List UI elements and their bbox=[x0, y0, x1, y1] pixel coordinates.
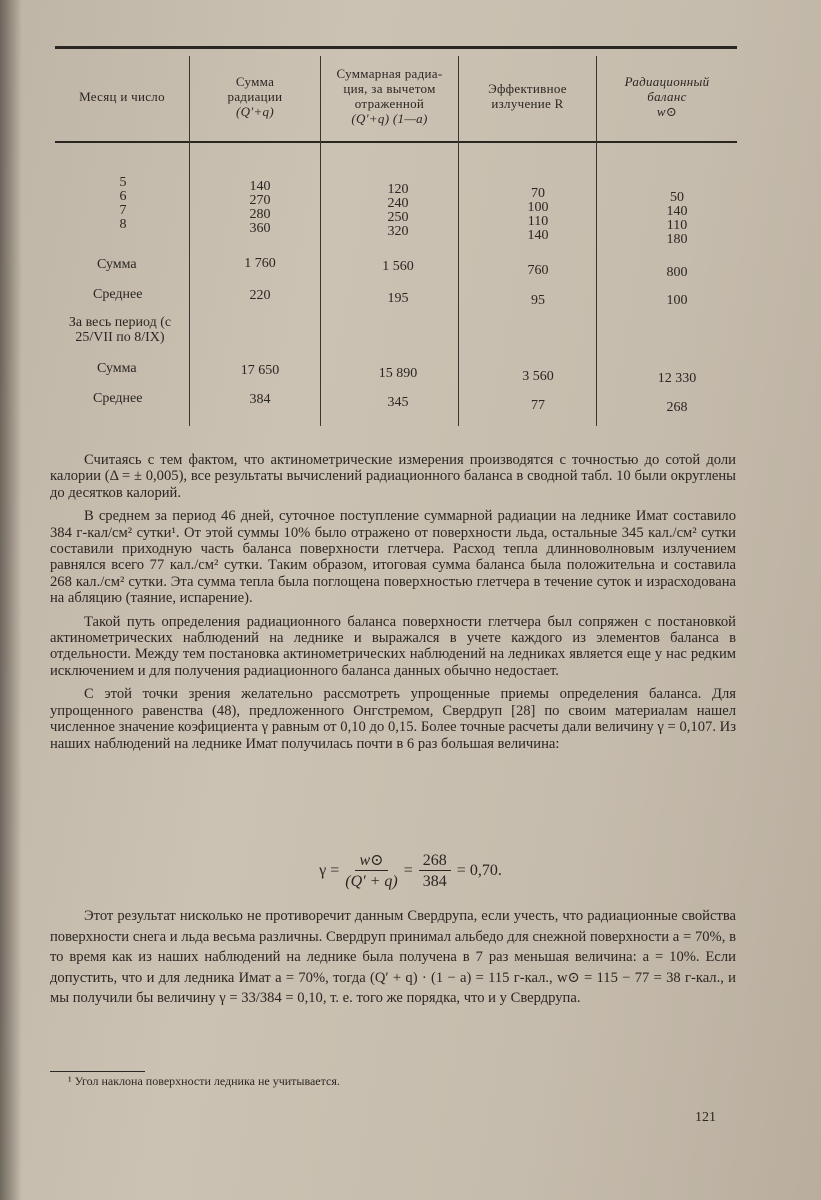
gamma-formula bbox=[0, 852, 821, 890]
radiation-balance-table bbox=[55, 46, 737, 426]
header-month: Месяц и число bbox=[79, 88, 165, 104]
formula-fraction: $\frac{w⊙}{(Q' + q)}$ bbox=[345, 852, 398, 890]
effective-radiation-days: 70 100 110 140 bbox=[527, 186, 549, 243]
average-label: Среднее bbox=[93, 287, 143, 302]
day-list: 5 6 7 8 bbox=[119, 175, 127, 232]
page-edge-shadow bbox=[0, 0, 22, 1200]
paragraph: С этой точки зрения желательно рассмотреть упрощенные приемы определения баланса. Для упрощенного равенства (48), предложенного Онгстремом, Свердруп [28] по своим материалам нашел численное значение коэфициента γ равным от 0,10 до 0,15. Более точные расчеты дали величину γ = 0,107. Из наших наблюдений на леднике Имат получилась почти в 6 раз большая величина: bbox=[50, 686, 736, 752]
period-sum-cell: 3 560 bbox=[522, 369, 554, 384]
period-average-cell: 77 bbox=[531, 398, 545, 413]
sum-label: Сумма bbox=[97, 257, 137, 272]
sum-cell: 1 760 bbox=[244, 256, 276, 271]
footnote-rule bbox=[50, 1071, 145, 1072]
paragraph: В среднем за период 46 дней, суточное поступление суммарной радиации на леднике Имат составило 384 г-кал/см² сутки¹. От этой суммы 10% было отражено от поверхности льда, остальные 345 кал./см² сутки составили приходную часть баланса поверхности глетчера. Расход тепла длинноволновым излучением равнялся всего 77 кал./см² сутки. Таким образом, итоговая сумма баланса была положительна и составила 268 кал./см² сутки. Эта сумма тепла была поглощена поверхностью глетчера в течение суток и израсходована на абляцию (таяние, испарение). bbox=[50, 508, 736, 607]
period-average-cell: 268 bbox=[666, 400, 688, 415]
average-cell: 95 bbox=[531, 293, 545, 308]
paragraph: Такой путь определения радиационного баланса поверхности глетчера был сопряжен с постановкой актинометрических наблюдений на леднике и выражался в учете каждого из элементов баланса в отдельности. Между тем постановка актинометрических наблюдений на ледниках является еще у нас редким исключением и для получения радиационного баланса данных обычно недостает. bbox=[50, 613, 736, 679]
formula-gamma: γ = bbox=[319, 862, 340, 879]
footnote: ¹ Угол наклона поверхности ледника не учитывается. bbox=[68, 1074, 340, 1088]
formula-fraction: $\frac{268}{384}$ bbox=[419, 852, 451, 890]
whole-period-label: За весь период (с 25/VII по 8/IX) bbox=[68, 315, 172, 345]
header-net-radiation: Суммарная радиа- ция, за вычетом отраженной (Q′+q) (1—a) bbox=[336, 66, 443, 126]
sum-cell: 1 560 bbox=[382, 259, 414, 274]
formula-equals: = bbox=[403, 862, 413, 879]
period-sum-cell: 15 890 bbox=[378, 366, 418, 381]
period-average-cell: 345 bbox=[387, 395, 409, 410]
formula-result: = 0,70. bbox=[456, 862, 502, 879]
net-radiation-days: 120 240 250 320 bbox=[387, 182, 409, 239]
paragraph: Считаясь с тем фактом, что актинометрические измерения производятся с точностью до сотой доли калории (Δ = ± 0,005), все результаты вычислений радиационного баланса в сводной табл. 10 были округлены до десятков калорий. bbox=[50, 452, 736, 501]
page-number: 121 bbox=[695, 1110, 716, 1125]
body-text-lower bbox=[50, 906, 736, 1016]
paragraph: Этот результат нисколько не противоречит данным Свердрупа, если учесть, что радиационные свойства поверхности снега и льда весьма различны. Свердруп принимал альбедо для снежной поверхности a = 70%, в то время как из наших наблюдений на леднике была получена в 7 раз меньшая величина: a = 10%. Если допустить, что и для ледника Имат a = 70%, тогда (Q′ + q) · (1 − a) = 115 г-кал., w⊙ = 115 − 77 = 38 г-кал., и мы получили бы величину γ = 33/384 = 0,10, т. е. того же порядка, что и у Свердрупа. bbox=[50, 908, 736, 1006]
average-cell: 220 bbox=[249, 288, 271, 303]
header-effective-radiation: Эффективное излучение R bbox=[488, 81, 567, 111]
period-sum-cell: 17 650 bbox=[240, 363, 280, 378]
table-header-rule bbox=[55, 141, 737, 143]
period-sum-label: Сумма bbox=[97, 361, 137, 376]
average-cell: 195 bbox=[387, 291, 409, 306]
header-sum-radiation: Сумма радиации (Q′+q) bbox=[227, 73, 283, 119]
sum-cell: 800 bbox=[666, 265, 688, 280]
table-top-rule bbox=[55, 46, 737, 49]
body-text-upper bbox=[50, 452, 736, 759]
period-average-label: Среднее bbox=[93, 391, 143, 406]
sum-radiation-days: 140 270 280 360 bbox=[249, 179, 271, 236]
radiation-balance-days: 50 140 110 180 bbox=[666, 190, 688, 247]
average-cell: 100 bbox=[666, 293, 688, 308]
sum-cell: 760 bbox=[527, 263, 549, 278]
period-average-cell: 384 bbox=[249, 392, 271, 407]
period-sum-cell: 12 330 bbox=[657, 371, 697, 386]
header-radiation-balance: Радиационный баланс w⊙ bbox=[624, 73, 710, 119]
